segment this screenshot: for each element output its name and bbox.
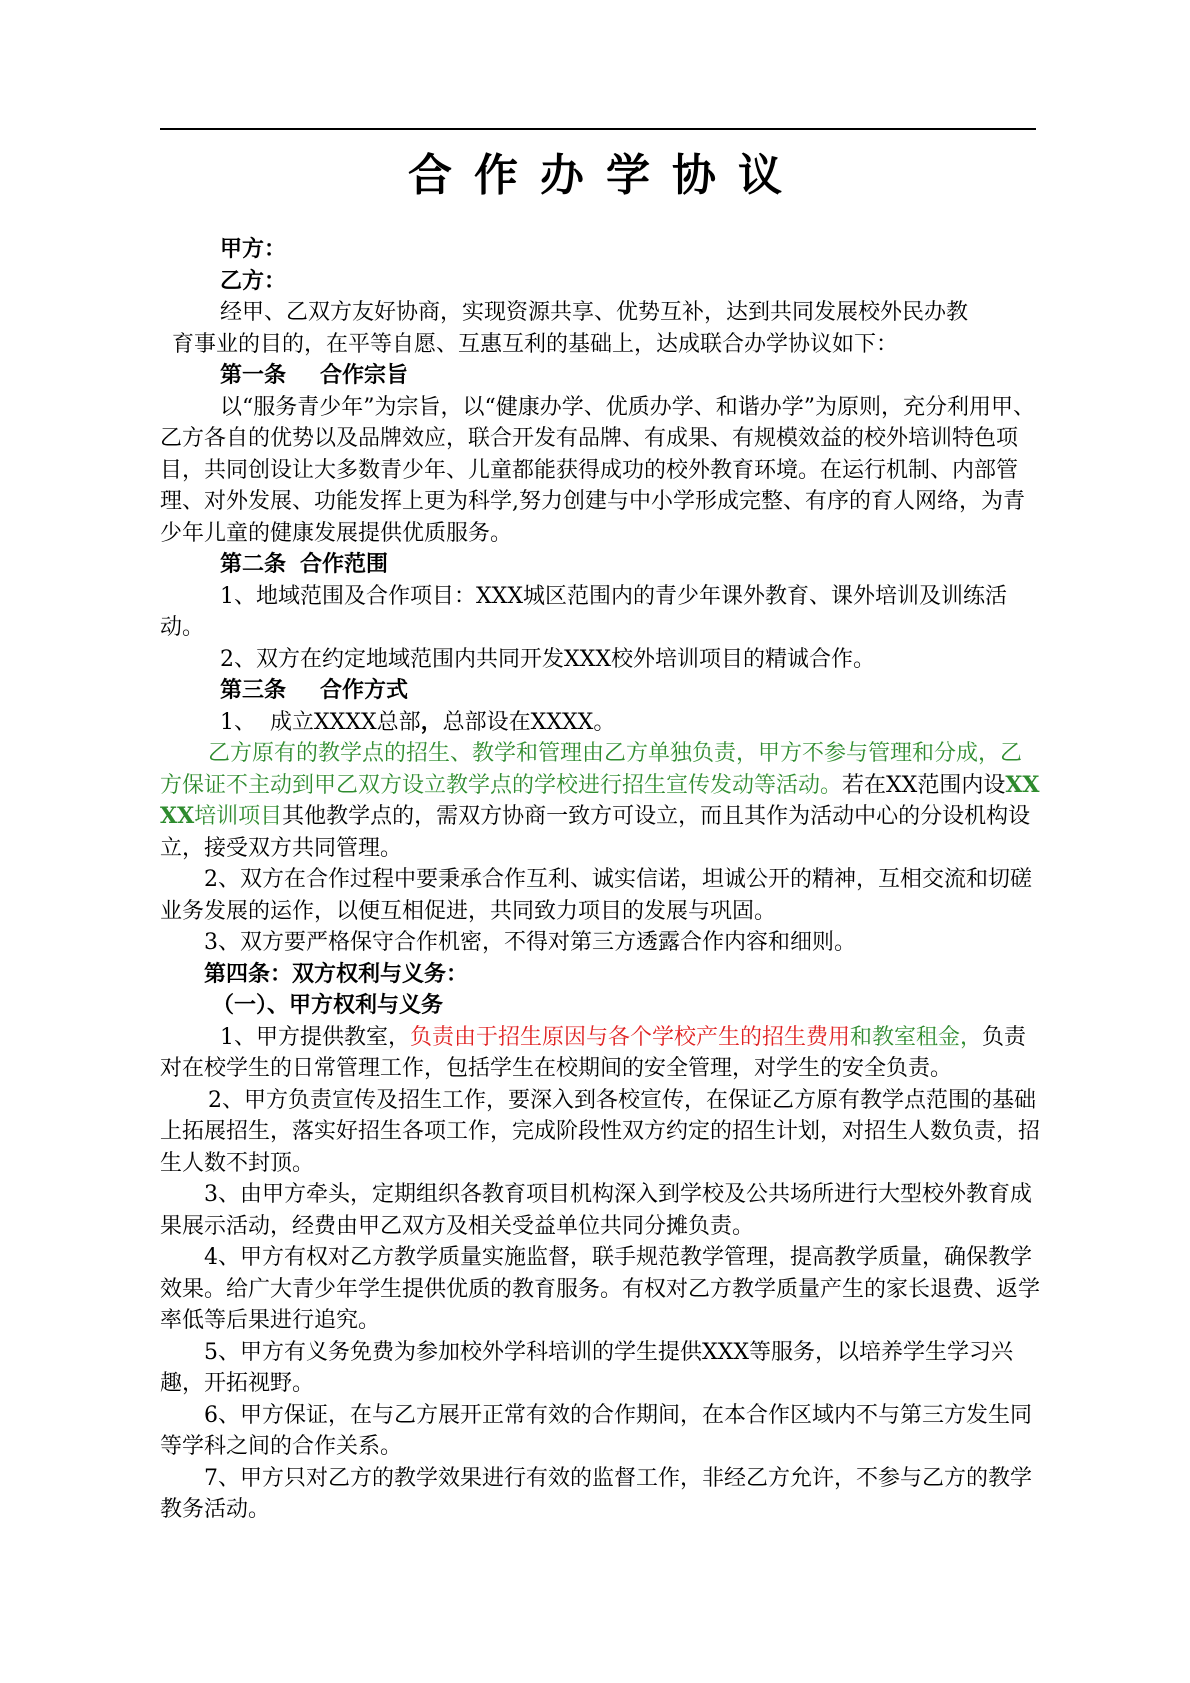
article-4-item-4: 4、甲方有权对乙方教学质量实施监督，联手规范教学管理，提高教学质量，确保教学效果。给广大青少年学生提供优质的教育服务。有权对乙方教学质量产生的家长退费、返学率低等后果进行追究。	[160, 1245, 1041, 1333]
article-3-item-1-text-b: 总部设在XXXX。	[442, 709, 616, 735]
article-3-heading	[160, 675, 1040, 707]
article-1-heading	[160, 360, 1040, 392]
article-4-item-3: 3、由甲方牵头，定期组织各教育项目机构深入到学校及公共场所进行大型校外教育成果展示活动，经费由甲乙双方及相关受益单位共同分摊负责。	[160, 1182, 1032, 1239]
article-2-item-1: 1、地域范围及合作项目：XXX城区范围内的青少年课外教育、课外培训及训练活动。	[160, 583, 1007, 640]
article-2-number: 第二条	[220, 551, 287, 577]
article-3-text-a: 若在XX范围内设	[842, 772, 1006, 798]
article-4-item-1	[160, 1022, 1040, 1085]
article-2-item-2: 2、双方在约定地域范围内共同开发XXX校外培训项目的精诚合作。	[220, 646, 875, 672]
article-3-green-text: 乙方原有的教学点的招生、教学和管理由乙方单独负责，甲方不参与管理和分成，乙方保证不主动到甲乙双方设立教学点的学校进行招生宣传发动等活动。	[160, 741, 1023, 798]
article-3-item-1-number: 1、	[220, 709, 256, 735]
article-4-item-5: 5、甲方有义务免费为参加校外学科培训的学生提供XXX等服务，以培养学生学习兴趣，开拓视野。	[160, 1339, 1013, 1396]
article-4-heading: 第四条：双方权利与义务：	[204, 960, 469, 987]
article-3-item-3: 3、双方要严格保守合作机密，不得对第三方透露合作内容和细则。	[204, 930, 856, 955]
article-3-text-rest: 其他教学点的，需双方协商一致方可设立，而且其作为活动中心的分设机构设立，接受双方共同管理。	[160, 804, 1031, 861]
article-1-name: 合作宗旨	[320, 362, 409, 388]
article-4-item-1-rest: 负责对在校学生的日常管理工作，包括学生在校期间的安全管理，对学生的安全负责。	[160, 1024, 1027, 1081]
article-3-item-1-text-a: 成立XXXX总部	[270, 709, 421, 735]
article-4-item-6: 6、甲方保证，在与乙方展开正常有效的合作期间，在本合作区域内不与第三方发生同等学科之间的合作关系。	[160, 1402, 1032, 1459]
article-4-item-2: 2、甲方负责宣传及招生工作，要深入到各校宣传，在保证乙方原有教学点范围的基础上拓展招生，落实好招生各项工作，完成阶段性双方约定的招生计划，对招生人数负责，招生人数不封顶。	[160, 1087, 1041, 1176]
party-a-label: 甲方：	[220, 236, 287, 262]
article-4-item-1-red: 负责由于招生原因与各个学校产生的招生费用	[410, 1024, 851, 1050]
intro-line-2: 育事业的目的，在平等自愿、互惠互利的基础上，达成联合办学协议如下：	[172, 331, 899, 357]
article-3-green-tail: 培训项目	[194, 804, 283, 829]
article-3-number: 第三条	[220, 677, 287, 703]
article-4-item-1-text-a: 1、甲方提供教室，	[220, 1024, 410, 1050]
article-3-item-1-comma: ，	[420, 708, 443, 735]
document-body	[160, 234, 1040, 1526]
article-3-paragraph	[160, 738, 1040, 864]
article-2-name: 合作范围	[300, 551, 389, 577]
article-4-subheading-1: （一）、甲方权利与义务	[212, 992, 444, 1018]
article-3-item-1	[160, 707, 1040, 739]
article-1-body: 以“服务青少年”为宗旨，以“健康办学、优质办学、和谐办学”为原则，充分利用甲、乙方各自的优势以及品牌效应，联合开发有品牌、有成果、有规模效益的校外培训特色项目，共同创设让大多数青少年、儿童都能获得成功的校外教育环境。在运行机制、内部管理、对外发展、功能发挥上更为科学,努力创建与中小学形成完整、有序的育人网络，为青少年儿童的健康发展提供优质服务。	[160, 394, 1035, 546]
header-rule	[160, 128, 1036, 130]
article-3-item-2: 2、双方在合作过程中要秉承合作互利、诚实信诺，坦诚公开的精神，互相交流和切磋业务发展的运作，以便互相促进，共同致力项目的发展与巩固。	[160, 867, 1032, 924]
article-3-name: 合作方式	[320, 677, 409, 703]
article-4-item-7: 7、甲方只对乙方的教学效果进行有效的监督工作，非经乙方允许，不参与乙方的教学教务活动。	[160, 1465, 1032, 1522]
intro-line-1: 经甲、乙双方友好协商，实现资源共享、优势互补，达到共同发展校外民办教	[220, 300, 969, 325]
article-1-number: 第一条	[220, 362, 287, 388]
party-b-label: 乙方：	[220, 267, 287, 294]
article-2-heading	[160, 549, 1040, 581]
article-3-green-bold: XXXX	[160, 771, 1040, 829]
document-title: 合作办学协议	[408, 150, 804, 201]
article-4-item-1-green: 和教室租金，	[850, 1024, 983, 1050]
